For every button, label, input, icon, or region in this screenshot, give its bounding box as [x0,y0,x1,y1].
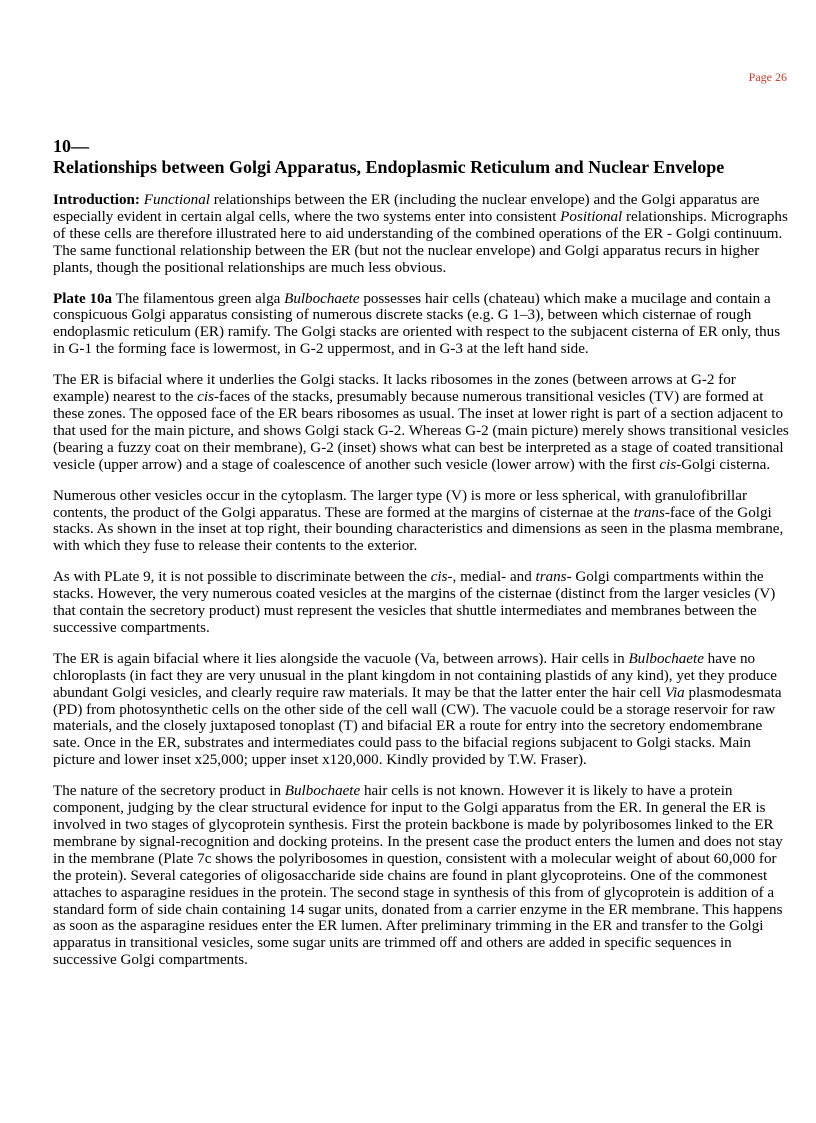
italic-term: cis [430,569,448,586]
text-run: hair cells is not known. However it is likely to have a protein component, judging by the clear structural evidence for input to the Golgi apparatus from the ER. In general the ER is involved in two stages of glycoprotein synthesis. First the protein backbone is made by polyribosomes linked to the ER membrane by signal-recognition and docking proteins. In the present case the product enters the lumen and does not stay in the membrane (Plate 7c shows the polyribosomes in question, consistent with a molecular weight of about 60,000 for the protein). Several categories of oligosaccharide side chains are found in plant glycoproteins. One of the commonest attaches to asparagine residues in the protein. The second stage in synthesis of this from of glycoprotein is addition of a standard form of side chain containing 14 sugar units, donated from a carrier enzyme in the ER membrane. This happens as soon as the asparagine residues enter the ER lumen. After preliminary trimming in the ER and transfer to the Golgi apparatus in transitional vesicles, some sugar units are trimmed off and others are added in specific sequences in successive Golgi compartments. [53,783,783,969]
italic-term: Positional [560,208,623,225]
text-run: -, medial- and [447,569,536,586]
paragraph [53,651,790,769]
paragraph [53,569,790,637]
italic-term: Via [664,684,685,701]
text-run: relationships. Micrographs of these cells are therefore illustrated here to aid understanding of the combined operations of the ER - Golgi continuum. The same functional relationship between the ER (but not the nuclear envelope) and Golgi apparatus recurs in higher plants, though the positional relationships are much less obvious. [53,208,788,276]
section-number: 10— [53,136,89,156]
italic-term: Bulbochaete [628,650,704,667]
text-run: relationships between the ER (including the nuclear envelope) and the Golgi apparatus are especially evident in certain algal cells, where the two systems enter into consistent [53,192,760,225]
italic-term: trans [535,569,567,586]
italic-term: Bulbochaete [284,783,361,800]
text-run: The ER is again bifacial where it lies alongside the vacuole (Va, between arrows). Hair cells in [53,650,629,667]
text-run: -faces of the stacks, presumably because numerous transitional vesicles (TV) are formed at these zones. The opposed face of the ER bears ribosomes as usual. The inset at lower right is part of a section adjacent to that used for the main picture, and shows Golgi stack G-2. Whereas G-2 (main picture) merely shows transitional vesicles (bearing a fuzzy coat on their membrane), G-2 (inset) shows what can best be interpreted as a stage of coated transitional vesicle (upper arrow) and a stage of coalescence of another such vesicle (lower arrow) with the first [53,389,789,473]
page-number: Page 26 [748,70,787,84]
bold-label: Introduction: [53,192,140,208]
paragraph [53,291,790,359]
italic-term: Functional [143,192,210,208]
document-body [53,136,790,969]
text-run: Numerous other vesicles occur in the cytoplasm. The larger type (V) is more or less spherical, with granulofibrillar contents, the product of the Golgi apparatus. These are formed at the margins of cisternae at the [53,487,747,521]
italic-term: cis [197,389,214,406]
italic-term: Bulbochaete [284,290,360,307]
text-run: plasmodesmata (PD) from photosynthetic cells on the other side of the cell wall (CW). The vacuole could be a storage reservoir for raw materials, and the closely juxtaposed tonoplast (T) and bifacial ER a route for entry into the secretory endomembrane sate. Once in the ER, substrates and intermediates could pass to the bifacial regions subjacent to Golgi stacks. Main picture and lower inset x25,000; upper inset x120,000. Kindly provided by T.W. Fraser). [53,684,782,769]
text-run: The ER is bifacial where it underlies the Golgi stacks. It lacks ribosomes in the zones (between arrows at G-2 for example) nearest to the [53,372,736,406]
text-run: have no chloroplasts (in fact they are very unusual in the plant kingdom in not containing plastids of any kind), yet they produce abundant Golgi vesicles, and clearly require raw materials. It may be that the latter enter the hair cell [53,650,777,701]
text-run: The filamentous green alga [112,290,285,307]
section-heading [53,136,790,178]
section-title: Relationships between Golgi Apparatus, Endoplasmic Reticulum and Nuclear Envelope [53,157,725,177]
italic-term: trans [633,504,665,521]
paragraph [53,783,790,969]
text-run: possesses hair cells (chateau) which make a mucilage and contain a conspicuous Golgi apparatus consisting of numerous discrete stacks (e.g. G 1–3), between which cisternae of rough endoplasmic reticulum (ER) ramify. The Golgi stacks are oriented with respect to the subjacent cisterna of ER only, thus in G-1 the forming face is lowermost, in G-2 uppermost, and in G-3 at the left hand side. [53,290,781,358]
text-run: The nature of the secretory product in [53,783,285,800]
text-run: -face of the Golgi stacks. As shown in the inset at top right, their bounding characteristics and dimensions as seen in the plasma membrane, with which they fuse to release their contents to the exterior. [53,504,784,555]
paragraph [53,192,790,277]
text-run: As with PLate 9, it is not possible to discriminate between the [53,569,431,586]
bold-label: Plate 10a [53,290,113,307]
paragraph [53,488,790,556]
text-run: - Golgi compartments within the stacks. However, the very numerous coated vesicles at the margins of the cisternae (distinct from the larger vesicles (V) that contain the secretory product) must represent the vesicles that shuttle intermediates and membranes between the successive compartments. [53,569,776,636]
text-run: -Golgi cisterna. [676,456,771,473]
paragraph [53,372,790,473]
italic-term: cis [659,456,677,473]
